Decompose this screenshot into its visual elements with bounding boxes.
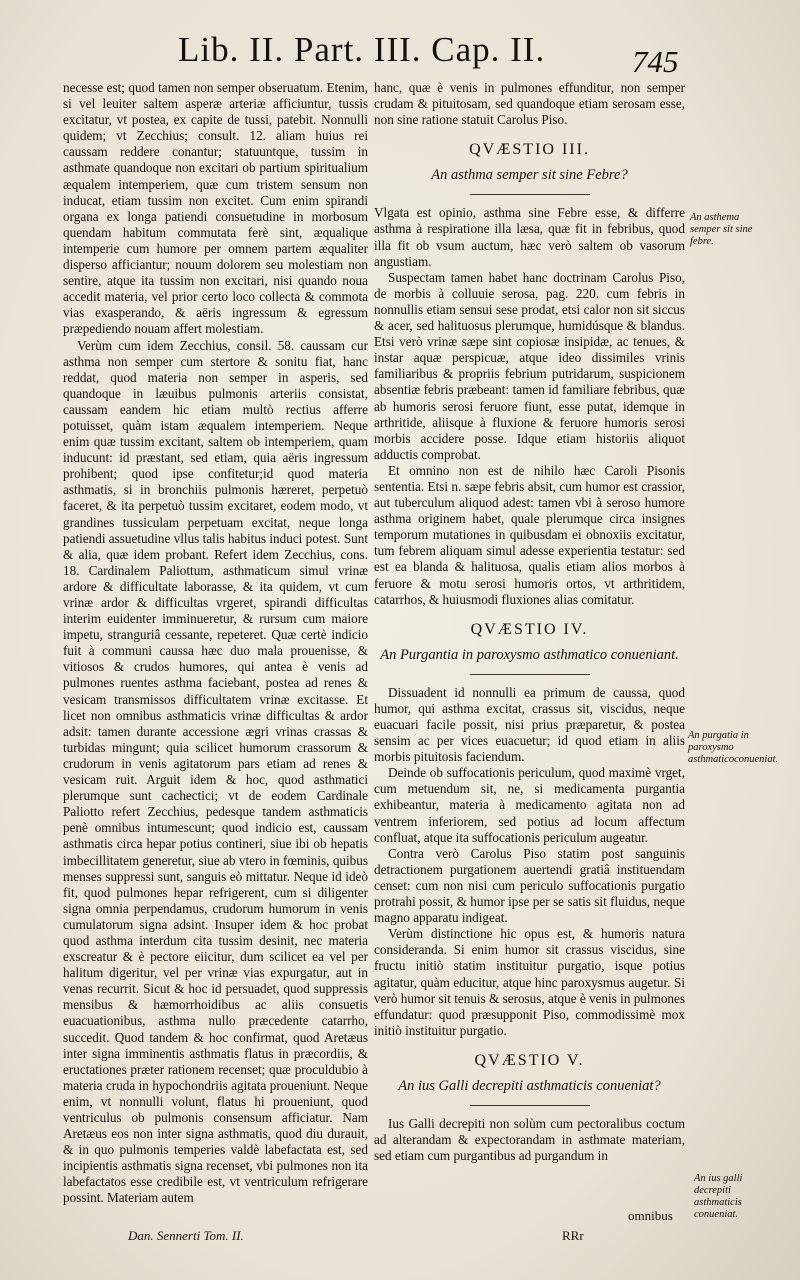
question-3-paragraph-3: Et omnino non est de nihilo hæc Caroli Pisonis sententia. Etsi n. sæpe febris absit, cum humor est crassior, aut tuberculum aliquod adest: tamen vbi à seroso humore asthma originem habet, quale plerumque circa insignes temporum mutationes in quibusdam ei obnoxiis excitatur, tum febrem aliquam simul adesse experientia testatur: sed est ea blanda & halituosa, qualis etiam alios morbos à feruore & motu serosi humoris ortos, vt arthritidem, catarrhos, & huiusmodi fluxiones alias comitatur. [374, 462, 685, 607]
catchword: omnibus [628, 1208, 673, 1223]
question-5-subtitle: An ius Galli decrepiti asthmaticis conueniat? [398, 1077, 661, 1094]
continuation-paragraph: hanc, quæ è venis in pulmones effunditur, non semper crudam & pituitosam, sed quandoque etiam serosam esse, non sine ratione statuit Carolus Piso. [374, 80, 685, 128]
divider-rule [470, 194, 590, 195]
margin-note-question-3: An asthema semper sit sine febre. [690, 212, 753, 247]
question-4-heading: QVÆSTIO IV. [470, 620, 589, 638]
question-4-paragraph-3: Contra verò Carolus Piso statim post sanguinis detractionem purgationem auertendi gratiâ instituendam censet: cum non nisi cum periculo suffocationis purgatio protrahi possit, & humor ipse per se satis sit fluidus, neque magno apparatu indigeat. [374, 845, 685, 926]
signature-mark: RRr [562, 1228, 584, 1243]
question-3-paragraph-1: Vlgata est opinio, asthma sine Febre esse, & differre asthma à respiratione illa læsa, quæ fit in febribus, quod illa fit ob vsum auctum, hæc verò saltem ob vasorum angustiam. [374, 205, 685, 269]
margin-note-question-4: An purgatia in paroxysmo asthmaticoconueniat. [688, 730, 779, 765]
margin-note-question-5: An ius galli decrepiti asthmaticis conueniat. [694, 1173, 743, 1220]
question-4-paragraph-4: Verùm distinctione hic opus est, & humoris natura consideranda. Si enim humor sit crassus viscidus, sine fructu initiò statim instituitur purgatio, isque potius agitatur, quàm educitur, atque hinc paroxysmus augetur. Si verò humor sit tenuis & serosus, atque è venis in pulmones effundatur: quod præsupponit Piso, commodissimè mox initiò instituitur purgatio. [374, 926, 685, 1038]
running-head: Lib. II. Part. III. Cap. II. [178, 30, 546, 69]
question-5-paragraph-1: Ius Galli decrepiti non solùm cum pectoralibus coctum ad alterandam & expectorandam in asthmate materiam, sed etiam cum purgantibus ad purgandum in [374, 1115, 685, 1164]
page-number: 745 [632, 44, 679, 79]
left-paragraph-2: Verùm cum idem Zecchius, consil. 58. caussam cur asthma non semper cum stertore & sonitu fiat, hanc reddat, quod materia non semper in asperis, sed quandoque in læuibus pulmonis arteriis consistat, caussam eandem hic etiam multò rectius afferre potuisset, quàm istam æqualem intemperiem. Neque enim quæ tussim excitant, saltem ob intemperiem, quam inducunt: id præstant, sed etiam, quia aëris ingressum prohibent; quod ipse confitetur;id quod materia asthmatis, si in bronchiis pulmonis hæreret, perpetuò faceret, & ita perpetuò tussim excitaret, eodem modo, vt grandines tussiculam perpetuam excitat, neque longa patiendi assuetudine vllus talis habitus induci potest. Sunt & alia, quæ idem probant. Refert idem Zecchius, cons. 18. Cardinalem Paliottum, asthmaticum simul vrinæ ardore & difficultate laborasse, & ita quidem, vt cum vrinæ ardor & difficultas vrgeret, spirandi difficultas interim euidenter imminueretur, & rursum cum maiore impetu, stranguriâ cessante, repeteret. Quæ certè indicio fuit à communi caussa hæc duo mala prouenisse, & vitiosos & crudos humores, qui antea è venis ad pulmones ruentes asthma faciebant, postea ad renes & vesicam transmissos difficultatem vrinæ excitasse. Et licet non omnibus asthmaticis vrinæ difficultas & ardor adsit: tamen durante accessione ægri vrinas crassas & turbidas mingunt; quia scilicet humorum crassorum & crudorum in venis agitatorum pars etiam ad renes & vesicam ruit. Arguit idem & hoc, quod asthmatici plerumque sunt cachectici; vt de eodem Cardinale Paliotto refert Zecchius, pedesque tandem asthmaticis penè omnibus intumescunt; quod indicio est, caussam asthmatis circa hepar potius contineri, siue ibi ob hepatis imbecillitatem generetur, siue ab vtero in fœminis, quibus menses suppressi sunt, sanguis eò mittatur. Neque id ideò fit, quod pulmones hepar refrigerent, cum si diligenter signa omnia perpendamus, crudorum humorum in venis cumulatorum signa adsint. Insuper idem & hoc probat quod asthma interdum cita tussim desinit, nec materia exscreatur & è pectore eiicitur, dum scilicet ea vel per halitum digeritur, vel per vrinæ vias expurgatur, aut in venas recurrit. Sicut & hoc id persuadet, quod suppressis mensibus & hæmorrhoidibus ac aliis consuetis euacuationibus, asthma nullo præcedente catarrho, succedit. Quod tandem & hoc confirmat, quod Aretæus inter signa imminentis asthmatis flatus in præcordiis, & eructationes præter rationem recenset; quæ proculdubio à materia cruda in hypochondriis agitata proueniunt. Neque enim, vt nonnulli volunt, flatus hi proueniunt, quod ventriculus ob pulmonis consensum afficiatur. Nam Aretæus eos non inter signa asthmatis, quod diu durauit, & in quo pulmonis temperies valdè labefactata est, sed incipientis asthmatis signa recenset, vbi pulmones non ita labefactatos esse credibile est, vt ventriculum refrigerare possint. Materiam autem [63, 337, 368, 1206]
question-3-heading: QVÆSTIO III. [469, 141, 590, 159]
divider-rule [470, 1105, 590, 1106]
question-3-subtitle: An asthma semper sit sine Febre? [431, 167, 628, 184]
right-column [374, 80, 685, 1164]
question-3-paragraph-2: Suspectam tamen habet hanc doctrinam Carolus Piso, de morbis à colluuie serosa, pag. 220. cum febris in nonnullis etiam sensui sese prodat, etsi calor non sit siccus & acer, sed halituosus plerumque, humidúsque & blandus. Etsi verò vrinæ sæpe sint copiosæ insipidæ, ac tenues, & instar aquæ perspicuæ, atque ideo dissimiles vrinis familiaribus & propriis febrium putridarum, suspicionem absentiæ febris præbeant: tamen id familiare febribus, quæ ab humoris serosi feruore fiunt, esse putat, idemque in arthritide, aliisque à fluxione & feruore humoris serosi morbis accidere posse. Idque etiam historiis aliquot adductis comprobat. [374, 269, 685, 462]
question-3-opening [374, 205, 685, 269]
question-5-heading: QVÆSTIO V. [474, 1051, 585, 1069]
continuation-block [374, 80, 685, 128]
printer-signature: Dan. Sennerti Tom. II. [128, 1228, 244, 1243]
question-4-subtitle: An Purgantia in paroxysmo asthmatico conueniant. [380, 646, 679, 663]
question-4-paragraph-2: Deinde ob suffocationis periculum, quod maximè vrget, cum metuendum sit, ne, si medicamenta purgantia exhibeantur, materia à medicamento agitata non ad ventrem inferiorem, sed potius ad locum affectum confluat, atque ita suffocationis periculum augeatur. [374, 765, 685, 845]
left-paragraph-1: necesse est; quod tamen non semper obseruatum. Etenim, si vel leuiter saltem asperæ arteriæ afficiuntur, tussis excitatur, vt postea, ex capite de tussi, patebit. Nonnulli quidem; vt Zecchius; consult. 12. aliam huius rei caussam reddere conantur; statuuntque, tussim in asthmate quandoque non excitari ob partium spiritualium æqualem intemperiem, quæ cum tristem sensum non inducat, etiam tussim non excitet. Cum enim spirandi organa ex longa patiendi consuetudine in morbosum quendam habitum commutata ferè sint, æqualique intemperie cum humore per omnem partem æqualiter disperso afficiantur; nouum dolorem seu molestiam non sentire, atque ita tussim non excitari, nisi quando noua accedit materia, vel prior certo loco collecta & commota vias exasperando, & aëris ingressum & egressum præpediendo nouam affert molestiam. [63, 80, 368, 337]
divider-rule [470, 674, 590, 675]
question-4-paragraph-1: Dissuadent id nonnulli ea primum de caussa, quod humor, qui asthma excitat, crassus sit, viscidus, neque euacuari facile possit, nisi prius præparetur, & postea sensim ac per vices euacuetur; id quod etiam in aliis morbis pituitosis faciendum. [374, 684, 685, 765]
left-column [63, 80, 368, 1207]
